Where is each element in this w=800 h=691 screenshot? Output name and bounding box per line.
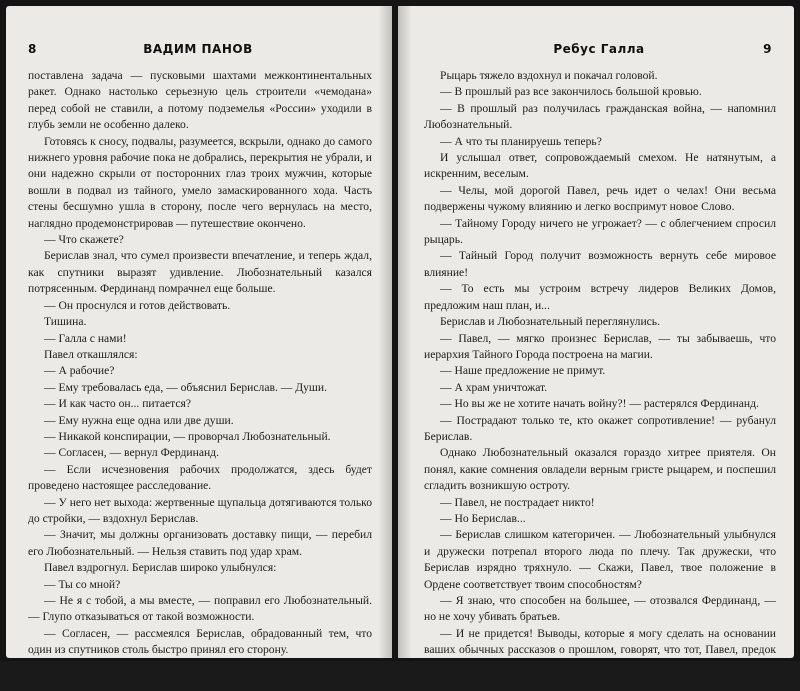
paragraph: — Тайный Город получит возможность вернуть себе мировое влияние!: [424, 249, 776, 279]
paragraph: — Берислав слишком категоричен. — Любознательный улыбнулся и дружески потрепал второго люда по плечу. Так дружески, что Берислав изрядно тряхнуло. — Скажи, Павел, твое положение в Ордене соответствует твоим способностям?: [424, 528, 776, 591]
paragraph: — Челы, мой дорогой Павел, речь идет о челах! Они весьма подвержены чужому влиянию и легко воспримут новое Слово.: [424, 183, 776, 214]
paragraph: — Ему нужна еще одна или две души.: [44, 413, 234, 427]
paragraph: — То есть мы устроим встречу лидеров Великих Домов, предложим наш план, и...: [424, 282, 776, 312]
author-header: ВАДИМ ПАНОВ: [143, 42, 253, 56]
paragraph: — У него нет выхода: жертвенные щупальца дотягиваются только до стройки, — вздохнул Берислав.: [28, 495, 372, 525]
paragraph: — Что скажете?: [44, 233, 124, 247]
paragraph: — Наше предложение не примут.: [440, 364, 606, 378]
paragraph: — Ему требовалась еда, — объяснил Берислав. — Души.: [44, 380, 327, 394]
paragraph: — Я знаю, что способен на большее, — отозвался Фердинанд, — но не хочу убивать братьев.: [424, 594, 776, 624]
gutter-shadow: [378, 6, 392, 658]
paragraph: — Павел, — мягко произнес Берислав, — ты забываешь, что иерархия Тайного Города построена на магии.: [424, 331, 776, 361]
paragraph: — И не придется! Выводы, которые я могу сделать на основании ваших обычных рассказов о прошлом, говорят, что тот, Павел, предок — Родерик Утан, был столь же категоричен, как Берислав. Или одно, или другое. Согласитесь: такой: [424, 626, 776, 690]
paragraph: — Тайному Городу ничего не угрожает? — с облегчением спросил рыцарь.: [424, 216, 776, 247]
paragraph: — Ты со мной?: [44, 577, 121, 591]
paragraph: Берислав и Любознательный переглянулись.: [440, 315, 660, 329]
paragraph: — А что ты планируешь теперь?: [440, 134, 602, 148]
paragraph: — Согласен, — рассмеялся Берислав, обрадованный тем, что один из спутников столь быстро принял его сторону.: [28, 626, 372, 657]
paragraph: — Значит, мы должны организовать доставку пищи, — перебил его Любознательный. — Нельзя ставить под удар храм.: [28, 528, 372, 558]
paragraph: Однако Любознательный оказался гораздо хитрее приятеля. Он понял, какие сомнения овладели верным гристе рыцарем, и поспешил сгладить возникшую остроту.: [424, 446, 776, 493]
paragraph: Теперь должен был высказаться Фердинанд.: [44, 659, 264, 673]
paragraph: — Но Берислав...: [440, 511, 526, 525]
book-title-header: Ребус Галла: [553, 42, 645, 56]
paragraph: — Не я с тобой, а мы вместе, — поправил его Любознательный. — Глупо отказываться от такой возможности.: [28, 594, 372, 624]
paragraph: Тишина.: [44, 315, 87, 329]
page-number: 9: [763, 42, 772, 56]
paragraph: — Пострадают только те, кто окажет сопротивление! — рубанул Берислав.: [424, 413, 776, 443]
paragraph: — А храм уничтожат.: [440, 380, 548, 394]
running-header: [28, 42, 368, 60]
right-page: [398, 6, 794, 690]
paragraph: — Галла с нами!: [44, 331, 127, 345]
paragraph: Павел откашлялся:: [44, 347, 138, 361]
paragraph: — А рабочие?: [44, 364, 115, 378]
page-text: [424, 68, 776, 691]
paragraph: Рыцарь тяжело вздохнул и покачал головой.: [440, 69, 658, 82]
running-header: [426, 42, 772, 60]
paragraph: поставлена задача — пусковыми шахтами межконтинентальных ракет. Однако настолько серьезную цель строители «чемодана» перед собой не ставили, а потому подземелья «России» уходили в глубь земли не особенно далеко.: [28, 69, 372, 132]
paragraph: — Но вы же не хотите начать войну?! — растерялся Фердинанд.: [440, 397, 759, 411]
left-page: [6, 6, 392, 673]
paragraph: Павел вздрогнул. Берислав широко улыбнулся:: [44, 561, 277, 575]
paragraph: — Он проснулся и готов действовать.: [44, 298, 231, 312]
paragraph: Берислав знал, что сумел произвести впечатление, и теперь ждал, как спутники выразят удивление. Любознательный казался потрясенным. Фердинанд помрачнел еще больше.: [28, 249, 372, 296]
paragraph: Готовясь к сносу, подвалы, разумеется, вскрыли, однако до самого нижнего уровня рабочие пока не добрались, перекрытия не убрали, и они надежно скрыли от посторонних глаз троих мужчин, которые вошли в подвал из тайного, умело замаскированного хода. Часть стены бесшумно ушла в сторону, после чего вернулась на место, наглядно продемонстрировав — путешествие окончено.: [28, 134, 372, 230]
paragraph: — В прошлый раз получилась гражданская война, — напомнил Любознательный.: [424, 101, 776, 132]
paragraph: — И как часто он... питается?: [44, 397, 191, 411]
page-number: 8: [28, 42, 37, 56]
paragraph: — Если исчезновения рабочих продолжатся, здесь будет проведено настоящее расследование.: [28, 462, 372, 493]
paragraph: — В прошлый раз все закончилось большой кровью.: [440, 85, 702, 99]
paragraph: — Никакой конспирации, — проворчал Любознательный.: [44, 429, 331, 443]
paragraph: — Согласен, — вернул Фердинанд.: [44, 446, 219, 460]
gutter-shadow: [398, 6, 412, 658]
paragraph: И услышал ответ, сопровождаемый смехом. Не натянутым, а искренним, веселым.: [424, 151, 776, 181]
page-text: [28, 68, 372, 675]
paragraph: — Павел, не пострадает никто!: [440, 495, 595, 509]
